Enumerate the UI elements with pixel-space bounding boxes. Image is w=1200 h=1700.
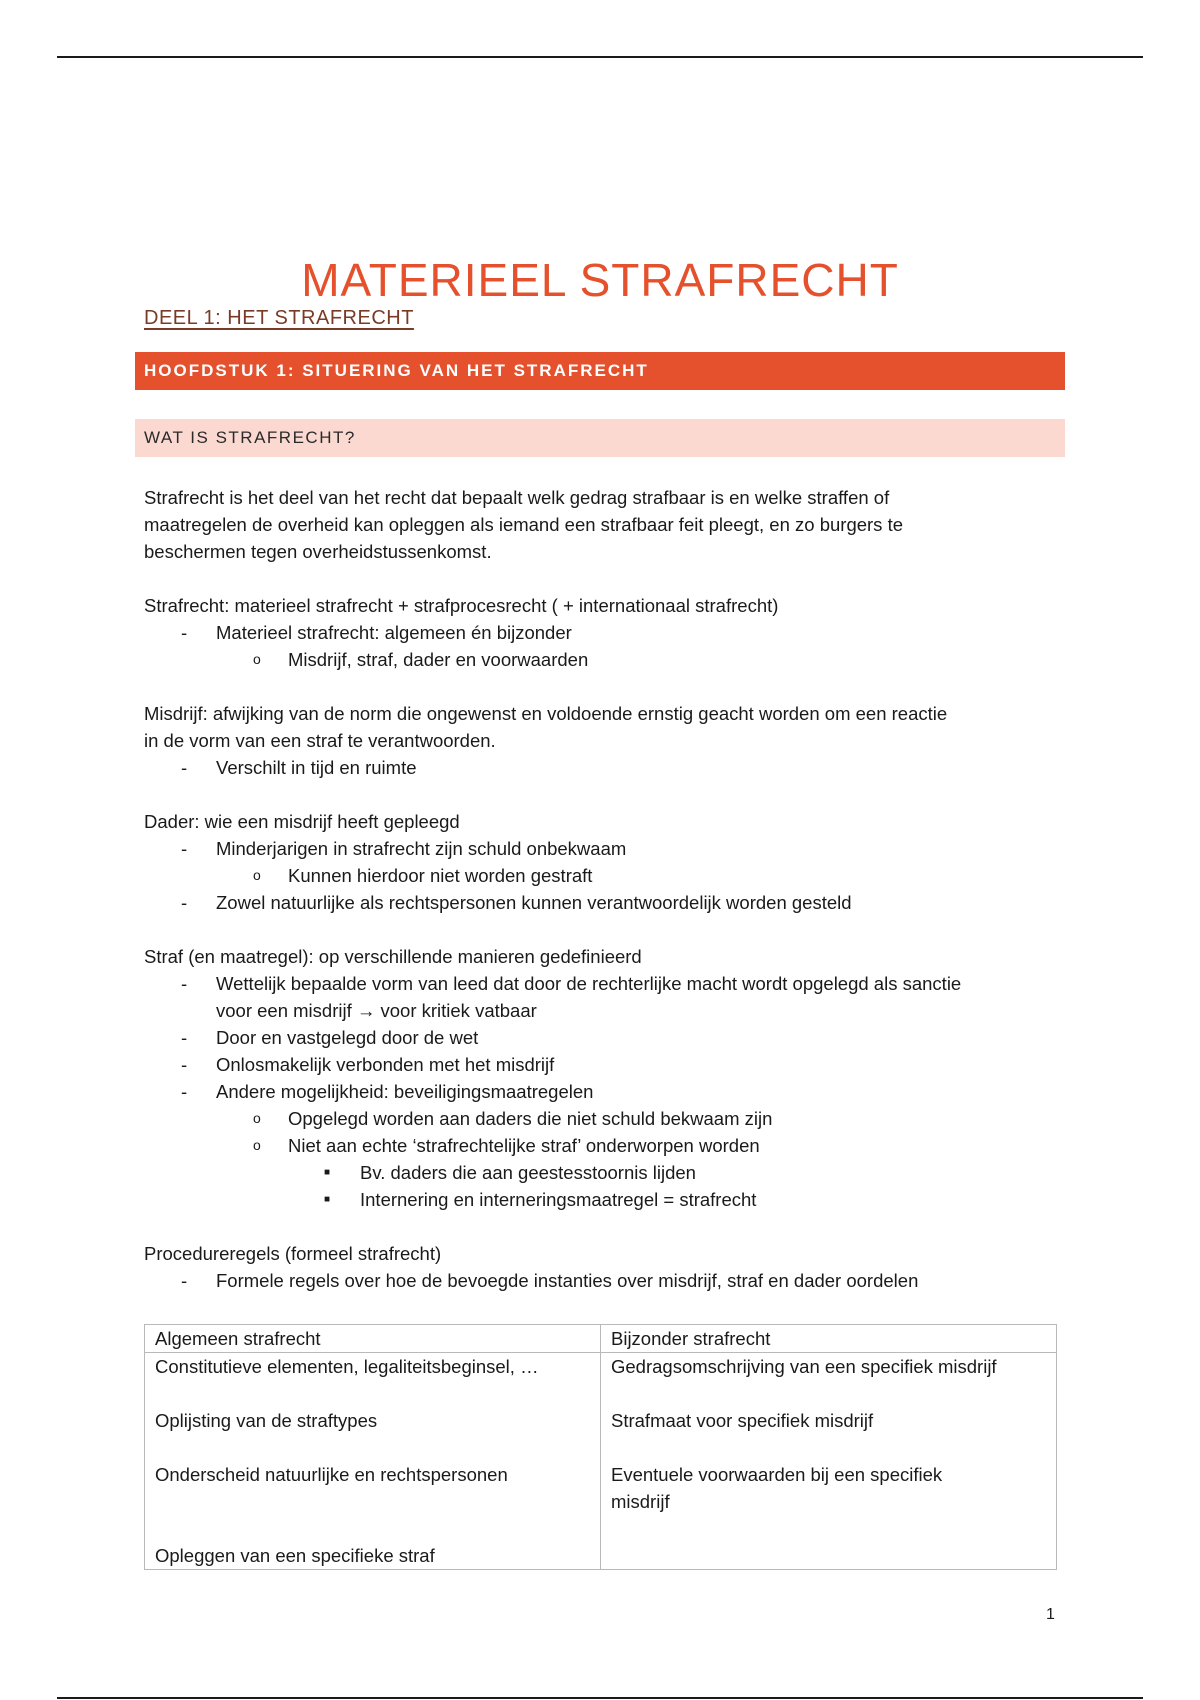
- list-item: ■ Internering en interneringsmaatregel = strafrecht: [144, 1186, 1069, 1213]
- table-header: Bijzonder strafrecht: [601, 1325, 1057, 1353]
- dash-bullet: -: [181, 1270, 188, 1291]
- part-heading: DEEL 1: HET STRAFRECHT: [144, 307, 414, 329]
- list-item-continuation: voor een misdrijf → voor kritiek vatbaar: [216, 1000, 537, 1021]
- list-item: - Onlosmakelijk verbonden met het misdrijf: [144, 1051, 1069, 1078]
- document-title: MATERIEEL STRAFRECHT: [301, 253, 899, 306]
- square-bullet: ■: [324, 1167, 331, 1178]
- square-bullet: ■: [324, 1194, 331, 1205]
- list-item: o Opgelegd worden aan daders die niet schuld bekwaam zijn: [144, 1105, 1069, 1132]
- list-item: o Misdrijf, straf, dader en voorwaarden: [144, 646, 1069, 673]
- procedure-definition: Procedureregels (formeel strafrecht): [144, 1243, 442, 1264]
- table-cell-right: Gedragsomschrijving van een specifiek misdrijf Strafmaat voor specifiek misdrijf Eventuele voorwaarden bij een specifiek misdrijf: [601, 1353, 1057, 1570]
- table-header: Algemeen strafrecht: [145, 1325, 601, 1353]
- dader-definition: Dader: wie een misdrijf heeft gepleegd: [144, 811, 460, 832]
- body-text: [144, 484, 1069, 1294]
- intro-line: maatregelen de overheid kan opleggen als iemand een strafbaar feit pleegt, en zo burgers te: [144, 514, 903, 535]
- dash-bullet: -: [181, 757, 188, 778]
- circle-bullet: o: [253, 1137, 261, 1153]
- list-item: o Kunnen hierdoor niet worden gestraft: [144, 862, 1069, 889]
- intro-line: Strafrecht is het deel van het recht dat bepaalt welk gedrag strafbaar is en welke straffen of: [144, 487, 890, 508]
- table-header-row: [145, 1325, 1057, 1353]
- dash-bullet: -: [181, 1027, 188, 1048]
- list-item: - Verschilt in tijd en ruimte: [144, 754, 1069, 781]
- list-item: - Door en vastgelegd door de wet: [144, 1024, 1069, 1051]
- list-item: - Materieel strafrecht: algemeen én bijzonder: [144, 619, 1069, 646]
- circle-bullet: o: [253, 867, 261, 883]
- dash-bullet: -: [181, 973, 188, 994]
- misdrijf-definition: in de vorm van een straf te verantwoorden.: [144, 730, 496, 751]
- footer-rule: [57, 1697, 1143, 1699]
- table-cell-left: Constitutieve elementen, legaliteitsbeginsel, … Oplijsting van de straftypes Onderscheid natuurlijke en rechtspersonen Opleggen van een specifieke straf: [145, 1353, 601, 1570]
- straf-definition: Straf (en maatregel): op verschillende manieren gedefinieerd: [144, 946, 642, 967]
- list-item: o Niet aan echte ‘strafrechtelijke straf’ onderworpen worden: [144, 1132, 1069, 1159]
- strafrecht-definition: Strafrecht: materieel strafrecht + strafprocesrecht ( + internationaal strafrecht): [144, 595, 779, 616]
- dash-bullet: -: [181, 892, 188, 913]
- list-item: - Zowel natuurlijke als rechtspersonen kunnen verantwoordelijk worden gesteld: [144, 889, 1069, 916]
- header-rule: [57, 56, 1143, 58]
- dash-bullet: -: [181, 1054, 188, 1075]
- dash-bullet: -: [181, 1081, 188, 1102]
- comparison-table: [144, 1324, 1057, 1570]
- list-item: ■ Bv. daders die aan geestesstoornis lijden: [144, 1159, 1069, 1186]
- list-item: - Wettelijk bepaalde vorm van leed dat door de rechterlijke macht wordt opgelegd als sanctie: [144, 970, 1069, 997]
- chapter-heading: HOOFDSTUK 1: SITUERING VAN HET STRAFRECHT: [135, 352, 1065, 390]
- section-heading: WAT IS STRAFRECHT?: [135, 419, 1065, 457]
- list-item: - Andere mogelijkheid: beveiligingsmaatregelen: [144, 1078, 1069, 1105]
- list-item: - Minderjarigen in strafrecht zijn schuld onbekwaam: [144, 835, 1069, 862]
- dash-bullet: -: [181, 622, 188, 643]
- misdrijf-definition: Misdrijf: afwijking van de norm die ongewenst en voldoende ernstig geacht worden om een reactie: [144, 703, 948, 724]
- dash-bullet: -: [181, 838, 188, 859]
- list-item: - Formele regels over hoe de bevoegde instanties over misdrijf, straf en dader oordelen: [144, 1267, 1069, 1294]
- page-number: 1: [1046, 1606, 1055, 1623]
- table-row: [145, 1353, 1057, 1570]
- intro-line: beschermen tegen overheidstussenkomst.: [144, 541, 492, 562]
- circle-bullet: o: [253, 1110, 261, 1126]
- circle-bullet: o: [253, 651, 261, 667]
